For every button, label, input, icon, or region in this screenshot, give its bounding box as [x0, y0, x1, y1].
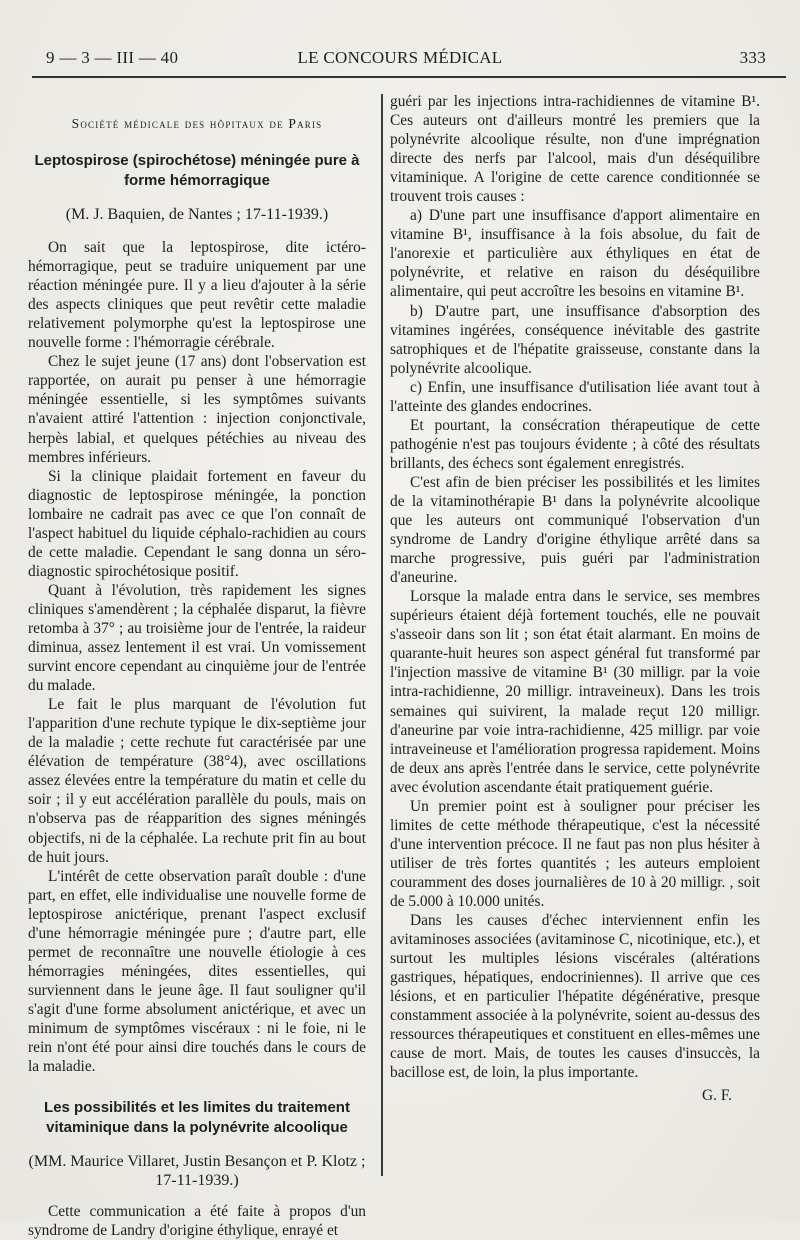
right-column: [390, 92, 760, 1105]
paragraph: b) D'autre part, une insuffisance d'absorption des vitamines ingérées, conséquence inévitable des gastrite satrophiques et de l'hépatite graisseuse, constante dans la polynévrite alcoolique.: [390, 302, 760, 377]
article-title: Les possibilités et les limites du traitement vitaminique dans la polynévrite alcoolique: [44, 1099, 350, 1137]
paragraph: On sait que la leptospirose, dite ictéro-hémorragique, peut se traduire uniquement par une réaction méningée pure. Il y a lieu d'ajouter à la série des aspects cliniques que peut revêtir cette maladie relativement polymorphe qu'est la leptospirose une nouvelle forme : l'hémorragie cérébrale.: [28, 239, 366, 352]
paragraph: guéri par les injections intra-rachidiennes de vitamine B¹. Ces auteurs ont d'ailleurs montré les premiers que la polynévrite alcoolique résulte, non d'une imprégnation directe des nerfs par l'alcool, mais d'un déséquilibre vitaminique. A l'origine de cette carence conditionnée se trouvent trois causes :: [390, 93, 760, 206]
article-authors: (MM. Maurice Villaret, Justin Besançon et P. Klotz ; 17-11-1939.): [28, 1153, 366, 1190]
column-divider: [381, 94, 383, 1176]
paragraph: Quant à l'évolution, très rapidement les signes cliniques s'amendèrent ; la céphalée disparut, la fièvre retomba à 37° ; au troisième jour de l'entrée, la raideur diminua, assez lentement il est vrai. Un vomissement survint encore cependant au cinquième jour de l'entrée du malade.: [28, 581, 366, 695]
article-authors: (M. J. Baquien, de Nantes ; 17-11-1939.): [65, 206, 329, 224]
paragraph: L'intérêt de cette observation paraît double : d'une part, en effet, elle individualise une nouvelle forme de leptospirose anictérique, prenant l'aspect exclusif d'une hémorragie méningée pure ; d'autre part, elle permet de reconnaître une nouvelle étiologie à ces hémorragies méningées, dites essentielles, qui surviennent dans le jeune âge. Il faut souligner qu'il s'agit d'une forme absolument anictérique, et avec un minimum de symptômes viscéraux : ni le foie, ni le rein n'ont été pour ainsi dire touchés dans le cours de la maladie.: [28, 867, 366, 1076]
article-title: Leptospirose (spirochétose) méningée pure à forme hémorragique: [34, 152, 360, 190]
paragraph: c) Enfin, une insuffisance d'utilisation liée avant tout à l'atteinte des glandes endocrines.: [390, 378, 760, 415]
paragraph: Dans les causes d'échec interviennent enfin les avitaminoses associées (avitaminose C, nicotinique, etc.), et surtout les multiples lésions viscérales (altérations gastriques, hépatiques, endocriniennes). Il arrive que ces lésions, et en particulier l'hépatite dégénérative, presque constamment associée à la polynévrite, soient au-dessus des ressources thérapeutiques et constituent en elles-mêmes une cause de mort. Mais, de toutes les causes d'insuccès, la bacillose est, de loin, la plus importante.: [390, 912, 760, 1082]
journal-title: LE CONCOURS MÉDICAL: [297, 48, 503, 67]
paragraph: Et pourtant, la consécration thérapeutique de cette pathogénie n'est pas toujours évidente ; à côté des résultats brillants, des échecs sont également enregistrés.: [390, 416, 760, 472]
society-heading: Société médicale des hôpitaux de Paris: [71, 116, 323, 131]
paragraph: C'est afin de bien préciser les possibilités et les limites de la vitaminothérapie B¹ dans la polynévrite alcoolique que les auteurs ont communiqué l'observation d'un syndrome de Landry d'origine éthylique arrêté dans sa marche progressive, puis guéri par l'administration d'aneurine.: [390, 473, 760, 587]
running-header: [30, 46, 770, 72]
issue-date: 9 — 3 — III — 40: [46, 48, 179, 67]
paragraph: Chez le sujet jeune (17 ans) dont l'observation est rapportée, on aurait pu penser à une hémorragie méningée essentielle, si les symptômes suivants n'avaient attiré l'attention : injection conjonctivale, herpès labial, et quelques pétéchies au niveau des membres inférieurs.: [28, 353, 366, 466]
section-gap: [28, 1076, 366, 1098]
paragraph: Si la clinique plaidait fortement en faveur du diagnostic de leptospirose méningée, la ponction lombaire ne cadrait pas avec ce que l'on connaît de l'aspect habituel du liquide céphalo-rachidien au cours de cette maladie. Cependant le sang donna un séro-diagnostic spirochétosique positif.: [28, 467, 366, 580]
signature: G. F.: [702, 1087, 732, 1105]
page-number: 333: [739, 48, 766, 67]
header-rule: [32, 76, 786, 78]
paragraph: Cette communication a été faite à propos d'un syndrome de Landry d'origine éthylique, enrayé et: [28, 1203, 366, 1240]
paragraph: Lorsque la malade entra dans le service, ses membres supérieurs étaient déjà fortement touchés, elle ne pouvait s'asseoir dans son lit ; son état était alarmant. En moins de quarante-huit heures son aspect général fut transformé par l'injection massive de vitamine B¹ (30 milligr. par la voie intra-rachidienne, 20 milligr. intraveineux). Dans les trois semaines qui suivirent, la malade reçut 120 milligr. d'aneurine par voie intra-rachidienne, 425 milligr. par voie intraveineuse et l'amélioration progressa rapidement. Moins de deux ans après l'entrée dans le service, cette polynévrite avec évolution ascendante était pratiquement guérie.: [390, 588, 760, 796]
paragraph: Un premier point est à souligner pour préciser les limites de cette méthode thérapeutique, c'est la nécessité d'une intervention précoce. Il ne faut pas non plus hésiter à utiliser de très fortes quantités ; les auteurs emploient couramment des doses journalières de 10 à 20 milligr. , soit de 5.000 à 10.000 unités.: [390, 797, 760, 910]
left-column: [28, 92, 366, 1240]
paragraph: Le fait le plus marquant de l'évolution fut l'apparition d'une rechute typique le dix-septième jour de la maladie ; cette rechute fut caractérisée par une élévation de température (38°4), avec oscillations assez élevées entre la température du matin et celle du soir ; il y eut accélération parallèle du pouls, mais on n'observa pas de réapparition des signes méningés objectifs, ni de la céphalée. La rechute prit fin au bout de huit jours.: [28, 696, 366, 866]
paragraph: a) D'une part une insuffisance d'apport alimentaire en vitamine B¹, insuffisance à la fois absolue, du fait de l'anorexie et particulière aux éthyliques en état de polynévrite, et relative en raison du déséquilibre alimentaire, qui peut accroître les besoins en vitamine B¹.: [390, 207, 760, 301]
